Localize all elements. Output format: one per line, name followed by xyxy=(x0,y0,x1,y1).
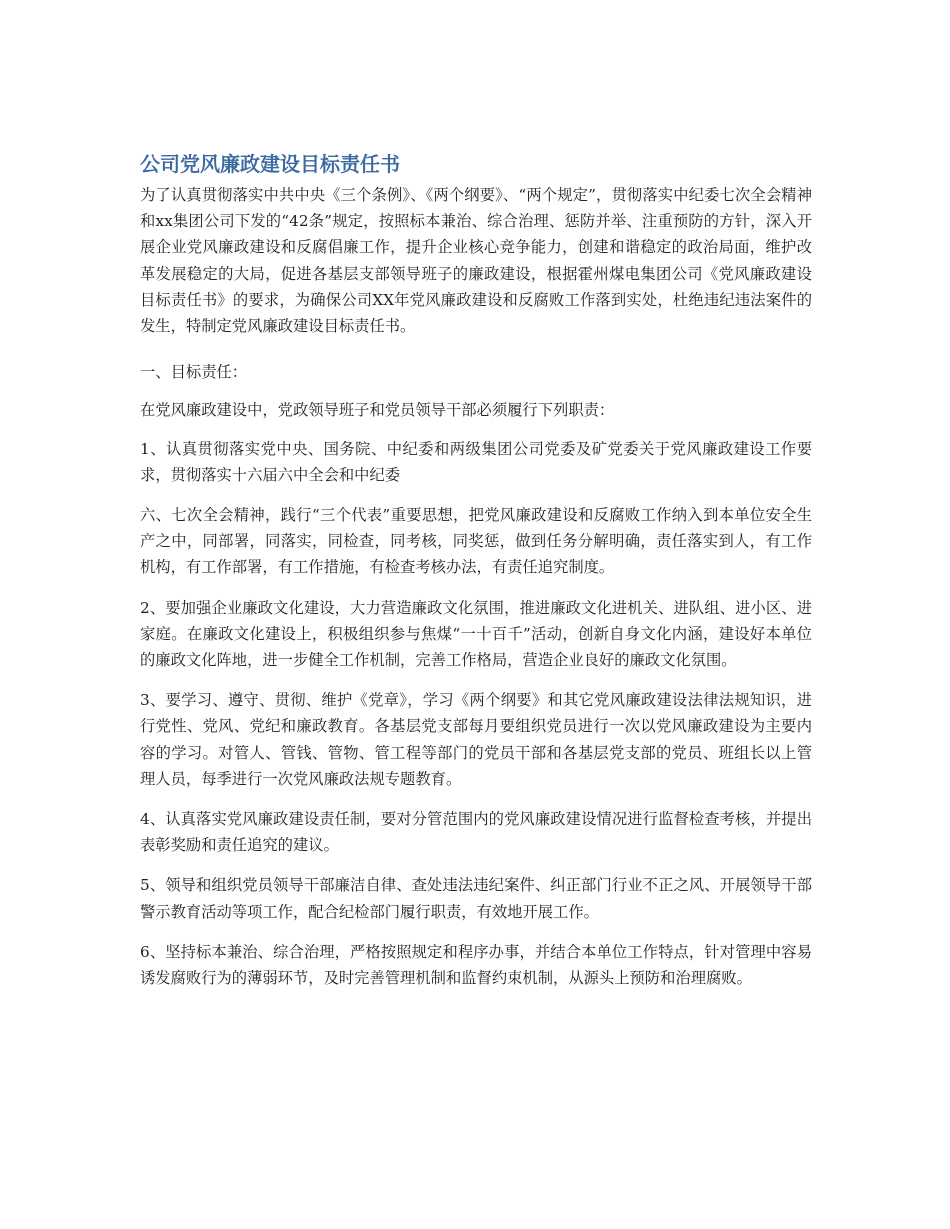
duty-item-2: 2、要加强企业廉政文化建设，大力营造廉政文化氛围，推进廉政文化进机关、进队组、进小区、进家庭。在廉政文化建设上，积极组织参与焦煤“一十百千”活动，创新自身文化内涵，建设好本单位的廉政文化阵地，进一步健全工作机制，完善工作格局，营造企业良好的廉政文化氛围。 xyxy=(140,598,812,670)
duty-item-6: 6、坚持标本兼治、综合治理，严格按照规定和程序办事，并结合本单位工作特点，针对管理中容易诱发腐败行为的薄弱环节，及时完善管理机制和监督约束机制，从源头上预防和治理腐败。 xyxy=(140,942,812,988)
duty-item-4: 4、认真落实党风廉政建设责任制，要对分管范围内的党风廉政建设情况进行监督检查考核，并提出表彰奖励和责任追究的建议。 xyxy=(140,810,812,855)
duty-item-1-continued: 六、七次全会精神，践行“三个代表”重要思想，把党风廉政建设和反腐败工作纳入到本单位安全生产之中，同部署，同落实，同检查，同考核，同奖惩，做到任务分解明确，责任落实到人，有工作机构，有工作部署，有工作措施，有检查考核办法，有责任追究制度。 xyxy=(140,506,812,577)
duty-item-1: 1、认真贯彻落实党中央、国务院、中纪委和两级集团公司党委及矿党委关于党风廉政建设工作要求，贯彻落实十六届六中全会和中纪委 xyxy=(140,439,812,484)
duties-intro: 在党风廉政建设中，党政领导班子和党员领导干部必须履行下列职责： xyxy=(140,401,615,420)
intro-paragraph: 为了认真贯彻落实中共中央《三个条例》、《两个纲要》、“两个规定”，贯彻落实中纪委七次全会精神和xx集团公司下发的“42条”规定，按照标本兼治、综合治理、惩防并举、注重预防的方针，深入开展企业党风廉政建设和反腐倡廉工作，提升企业核心竞争能力，创建和谐稳定的政治局面，维护改革发展稳定的大局，促进各基层支部领导班子的廉政建设，根据霍州煤电集团公司《党风廉政建设目标责任书》的要求，为确保公司XX年党风廉政建设和反腐败工作落到实处，杜绝违纪违法案件的发生，特制定党风廉政建设目标责任书。 xyxy=(140,186,812,336)
document-title: 公司党风廉政建设目标责任书 xyxy=(140,152,400,176)
document-page xyxy=(140,148,812,1005)
duty-item-3: 3、要学习、遵守、贯彻、维护《党章》，学习《两个纲要》和其它党风廉政建设法律法规知识，进行党性、党风、党纪和廉政教育。各基层党支部每月要组织党员进行一次以党风廉政建设为主要内容的学习。对管人、管钱、管物、管工程等部门的党员干部和各基层党支部的党员、班组长以上管理人员，每季进行一次党风廉政法规专题教育。 xyxy=(140,691,812,788)
duty-item-5: 5、领导和组织党员领导干部廉洁自律、查处违法违纪案件、纠正部门行业不正之风、开展领导干部警示教育活动等项工作，配合纪检部门履行职责，有效地开展工作。 xyxy=(140,876,812,921)
section-heading: 一、目标责任： xyxy=(140,363,248,382)
